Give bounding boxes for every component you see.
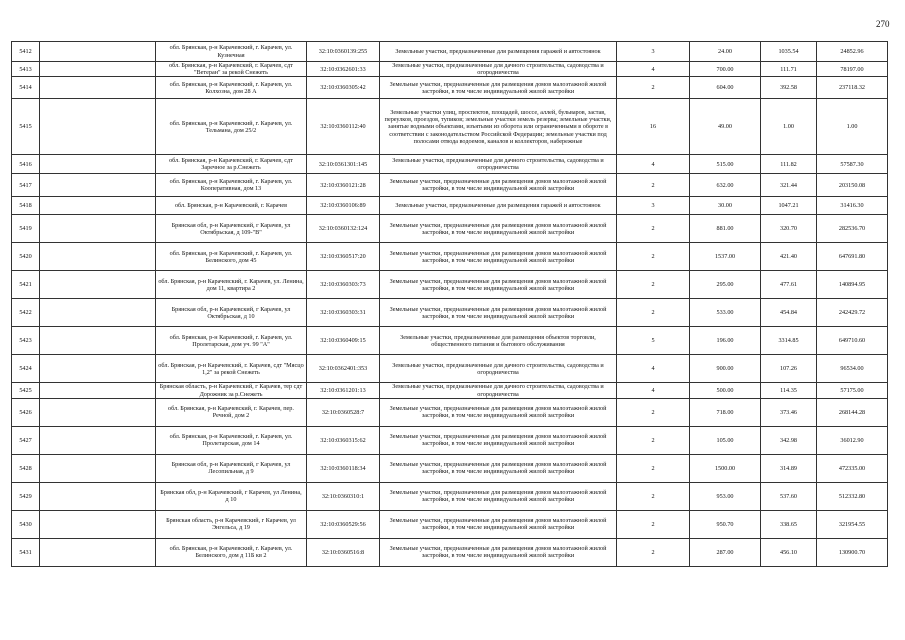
row-use-category: 16 [617,99,690,155]
row-gap [40,42,156,62]
row-area: 24.00 [690,42,761,62]
row-cadastral-value: 36012.90 [817,426,888,454]
row-land-use: Земельные участки, предназначенные для размещения гаражей и автостоянок [380,42,617,62]
row-area: 604.00 [690,77,761,99]
table-row [12,99,888,155]
row-cadastral-value: 57175.00 [817,383,888,398]
table-row [12,155,888,174]
row-cadastral-value: 649710.60 [817,327,888,355]
row-area: 881.00 [690,215,761,243]
row-number: 5415 [12,99,40,155]
row-cadastral-value: 31416.30 [817,197,888,215]
row-number: 5429 [12,482,40,510]
table-row [12,510,888,538]
row-number: 5424 [12,355,40,383]
table-row [12,271,888,299]
row-gap [40,243,156,271]
row-land-use: Земельные участки, предназначенные для размещения домов малоэтажной жилой застройки, в том числе индивидуальной жилой застройки [380,538,617,566]
table-row [12,383,888,398]
row-address: обл. Брянская, р-н Карачевский, г. Карачев, ул. Тельмана, дом 25/2 [156,99,307,155]
row-gap [40,62,156,77]
row-gap [40,482,156,510]
row-gap [40,77,156,99]
row-number: 5417 [12,174,40,197]
row-land-use: Земельные участки, предназначенные для размещения домов малоэтажной жилой застройки, в том числе индивидуальной жилой застройки [380,482,617,510]
row-area: 950.70 [690,510,761,538]
row-number: 5422 [12,299,40,327]
row-specific-value: 454.84 [761,299,817,327]
row-use-category: 2 [617,243,690,271]
row-cadastral-number: 32:10:0361301:145 [307,155,380,174]
row-cadastral-value: 1.00 [817,99,888,155]
row-cadastral-number: 32:10:0360528:7 [307,398,380,426]
row-land-use: Земельные участки, предназначенные для размещения домов малоэтажной жилой застройки, в том числе индивидуальной жилой застройки [380,426,617,454]
row-specific-value: 1.00 [761,99,817,155]
row-cadastral-number: 32:10:0360303:31 [307,299,380,327]
row-land-use: Земельные участки, предназначенные для размещения домов малоэтажной жилой застройки, в том числе индивидуальной жилой застройки [380,215,617,243]
row-address: обл. Брянская, р-н Карачевский, г. Карачев, ул. Ленина, дом 11, квартира 2 [156,271,307,299]
row-number: 5421 [12,271,40,299]
row-number: 5412 [12,42,40,62]
row-specific-value: 421.40 [761,243,817,271]
row-land-use: Земельные участки, предназначенные для размещения домов малоэтажной жилой застройки, в том числе индивидуальной жилой застройки [380,77,617,99]
row-specific-value: 320.70 [761,215,817,243]
table-row [12,215,888,243]
row-cadastral-number: 32:10:0360315:62 [307,426,380,454]
row-cadastral-value: 57587.30 [817,155,888,174]
row-address: Брянская область, р-н Карачевский, г Карачев, тер сдт Дорожник за р.Снежеть [156,383,307,398]
row-cadastral-number: 32:10:0360310:1 [307,482,380,510]
row-use-category: 4 [617,383,690,398]
row-cadastral-value: 96534.00 [817,355,888,383]
row-area: 953.00 [690,482,761,510]
row-number: 5420 [12,243,40,271]
table-row [12,454,888,482]
row-cadastral-value: 130900.70 [817,538,888,566]
row-use-category: 2 [617,174,690,197]
row-land-use: Земельные участки, предназначенные для дачного строительства, садоводства и огородничества [380,383,617,398]
table-row [12,62,888,77]
row-address: Брянская область, р-н Карачевский, г Карачев, ул Энгельса, д 19 [156,510,307,538]
table-row [12,355,888,383]
row-cadastral-number: 32:10:0360132:124 [307,215,380,243]
row-address: Брянская обл, р-н Карачевский, г Карачев, ул Октябрьская, д 109-"В" [156,215,307,243]
row-area: 1537.00 [690,243,761,271]
row-cadastral-number: 32:10:0361201:13 [307,383,380,398]
row-gap [40,426,156,454]
row-specific-value: 3314.85 [761,327,817,355]
row-cadastral-value: 203150.08 [817,174,888,197]
table-row [12,482,888,510]
row-land-use: Земельные участки, предназначенные для дачного строительства, садоводства и огородничества [380,355,617,383]
row-gap [40,383,156,398]
row-address: Брянская обл, р-н Карачевский, г Карачев, ул Ленина, д 10 [156,482,307,510]
row-area: 515.00 [690,155,761,174]
row-area: 105.00 [690,426,761,454]
row-address: Брянская обл, р-н Карачевский, г Карачев, ул Октябрьская, д 10 [156,299,307,327]
row-specific-value: 373.46 [761,398,817,426]
row-number: 5419 [12,215,40,243]
row-address: обл. Брянская, р-н Карачевский, г. Карачев, ул. Пролетарская, дом уч. 99 "А" [156,327,307,355]
row-use-category: 3 [617,42,690,62]
row-address: обл. Брянская, р-н Карачевский, г. Карачев, ул. Кузнечная [156,42,307,62]
row-cadastral-number: 32:10:0362401:353 [307,355,380,383]
row-land-use: Земельные участки, предназначенные для размещения домов малоэтажной жилой застройки, в том числе индивидуальной жилой застройки [380,454,617,482]
cadastral-value-table [11,41,888,567]
row-specific-value: 114.35 [761,383,817,398]
row-cadastral-number: 32:10:0360121:28 [307,174,380,197]
row-number: 5425 [12,383,40,398]
row-number: 5426 [12,398,40,426]
row-use-category: 2 [617,215,690,243]
row-address: обл. Брянская, р-н Карачевский, г. Карачев, ул. Пролетарская, дом 14 [156,426,307,454]
row-specific-value: 392.58 [761,77,817,99]
row-gap [40,299,156,327]
row-gap [40,215,156,243]
row-land-use: Земельные участки улиц, проспектов, площадей, шоссе, аллей, бульваров, застав, переулков, проездов, тупиков; земельные участки земель резерва; земельные участки, занятые водными объектами, изъятыми из оборота или ограниченными в обороте в соответствии с законодательством Российской Федерации; земельные участки под полосами отвода водоемов, каналов и коллекторов, набережные [380,99,617,155]
row-specific-value: 456.10 [761,538,817,566]
row-use-category: 4 [617,355,690,383]
row-cadastral-number: 32:10:0360305:42 [307,77,380,99]
row-cadastral-number: 32:10:0362601:33 [307,62,380,77]
row-use-category: 2 [617,299,690,327]
row-land-use: Земельные участки, предназначенные для размещения домов малоэтажной жилой застройки, в том числе индивидуальной жилой застройки [380,510,617,538]
row-gap [40,398,156,426]
row-use-category: 2 [617,510,690,538]
row-gap [40,327,156,355]
row-gap [40,538,156,566]
row-land-use: Земельные участки, предназначенные для размещения домов малоэтажной жилой застройки, в том числе индивидуальной жилой застройки [380,299,617,327]
page-number: 270 [876,19,890,29]
row-area: 287.00 [690,538,761,566]
table-row [12,42,888,62]
row-land-use: Земельные участки, предназначенные для размещения гаражей и автостоянок [380,197,617,215]
row-cadastral-number: 32:10:0360112:40 [307,99,380,155]
row-specific-value: 107.26 [761,355,817,383]
row-area: 49.00 [690,99,761,155]
row-number: 5418 [12,197,40,215]
row-area: 295.00 [690,271,761,299]
row-use-category: 2 [617,77,690,99]
row-specific-value: 477.61 [761,271,817,299]
row-gap [40,271,156,299]
row-specific-value: 338.65 [761,510,817,538]
table-row [12,327,888,355]
row-specific-value: 111.82 [761,155,817,174]
row-address: обл. Брянская, р-н Карачевский, г. Карачев, сдт Заречное за р.Снежеть [156,155,307,174]
row-use-category: 5 [617,327,690,355]
row-number: 5416 [12,155,40,174]
row-address: обл. Брянская, р-н Карачевский, г. Карачев, пер. Речной, дом 2 [156,398,307,426]
row-use-category: 2 [617,482,690,510]
row-gap [40,355,156,383]
table-row [12,174,888,197]
row-specific-value: 111.71 [761,62,817,77]
row-cadastral-number: 32:10:0360303:73 [307,271,380,299]
row-address: обл. Брянская, р-н Карачевский, г. Карачев, сдт "Мясцо 1,2" за рекой Снежеть [156,355,307,383]
row-cadastral-value: 140894.95 [817,271,888,299]
row-number: 5423 [12,327,40,355]
row-land-use: Земельные участки, предназначенные для дачного строительства, садоводства и огородничества [380,155,617,174]
row-gap [40,197,156,215]
row-gap [40,99,156,155]
row-use-category: 4 [617,155,690,174]
row-area: 632.00 [690,174,761,197]
table-row [12,426,888,454]
row-cadastral-value: 78197.00 [817,62,888,77]
row-land-use: Земельные участки, предназначенные для размещения домов малоэтажной жилой застройки, в том числе индивидуальной жилой застройки [380,271,617,299]
row-number: 5413 [12,62,40,77]
row-cadastral-value: 282536.70 [817,215,888,243]
row-gap [40,510,156,538]
row-gap [40,454,156,482]
row-cadastral-number: 32:10:0360517:20 [307,243,380,271]
row-area: 900.00 [690,355,761,383]
table-row [12,538,888,566]
row-address: Брянская обл, р-н Карачевский, г Карачев, ул Лесопильная, д 9 [156,454,307,482]
row-cadastral-value: 242429.72 [817,299,888,327]
row-address: обл. Брянская, р-н Карачевский, г. Карачев, сдт "Ветеран" за рекой Снежеть [156,62,307,77]
row-cadastral-number: 32:10:0360529:56 [307,510,380,538]
row-number: 5414 [12,77,40,99]
row-number: 5430 [12,510,40,538]
row-address: обл. Брянская, р-н Карачевский, г. Карачев, ул. Колхозна, дом 28 А [156,77,307,99]
row-cadastral-number: 32:10:0360118:34 [307,454,380,482]
row-land-use: Земельные участки, предназначенные для размещения домов малоэтажной жилой застройки, в том числе индивидуальной жилой застройки [380,243,617,271]
row-address: обл. Брянская, р-н Карачевский, г. Карачев, ул. Белинского, дом 45 [156,243,307,271]
row-cadastral-number: 32:10:0360516:8 [307,538,380,566]
row-cadastral-value: 237118.32 [817,77,888,99]
row-specific-value: 537.60 [761,482,817,510]
table-row [12,398,888,426]
row-cadastral-number: 32:10:0360139:255 [307,42,380,62]
row-area: 30.00 [690,197,761,215]
row-cadastral-value: 512332.80 [817,482,888,510]
row-use-category: 2 [617,426,690,454]
row-cadastral-value: 268144.28 [817,398,888,426]
row-use-category: 2 [617,271,690,299]
row-use-category: 4 [617,62,690,77]
row-cadastral-value: 321954.55 [817,510,888,538]
row-specific-value: 314.89 [761,454,817,482]
row-cadastral-number: 32:10:0360409:15 [307,327,380,355]
row-address: обл. Брянская, р-н Карачевский, г. Карачев [156,197,307,215]
row-land-use: Земельные участки, предназначенные для размещения домов малоэтажной жилой застройки, в том числе индивидуальной жилой застройки [380,174,617,197]
table-row [12,243,888,271]
row-land-use: Земельные участки, предназначенные для дачного строительства, садоводства и огородничества [380,62,617,77]
table-row [12,197,888,215]
row-land-use: Земельные участки, предназначенные для размещения домов малоэтажной жилой застройки, в том числе индивидуальной жилой застройки [380,398,617,426]
row-address: обл. Брянская, р-н Карачевский, г. Карачев, ул. Кооперативная, дом 13 [156,174,307,197]
row-area: 196.00 [690,327,761,355]
row-number: 5427 [12,426,40,454]
row-area: 700.00 [690,62,761,77]
row-use-category: 2 [617,398,690,426]
row-address: обл. Брянская, р-н Карачевский, г. Карачев, ул. Белинского, дом д 11Б кв 2 [156,538,307,566]
row-cadastral-value: 472335.00 [817,454,888,482]
row-area: 500.00 [690,383,761,398]
row-number: 5431 [12,538,40,566]
row-use-category: 2 [617,538,690,566]
row-area: 1500.00 [690,454,761,482]
row-gap [40,155,156,174]
row-specific-value: 342.98 [761,426,817,454]
row-specific-value: 1035.54 [761,42,817,62]
row-cadastral-value: 647691.80 [817,243,888,271]
row-area: 533.00 [690,299,761,327]
row-gap [40,174,156,197]
row-use-category: 2 [617,454,690,482]
row-use-category: 3 [617,197,690,215]
row-specific-value: 321.44 [761,174,817,197]
row-cadastral-value: 24852.96 [817,42,888,62]
table-row [12,77,888,99]
row-land-use: Земельные участки, предназначенные для размещения объектов торговли, общественного питания и бытового обслуживания [380,327,617,355]
table-row [12,299,888,327]
row-number: 5428 [12,454,40,482]
row-cadastral-number: 32:10:0360106:89 [307,197,380,215]
row-area: 718.00 [690,398,761,426]
row-specific-value: 1047.21 [761,197,817,215]
